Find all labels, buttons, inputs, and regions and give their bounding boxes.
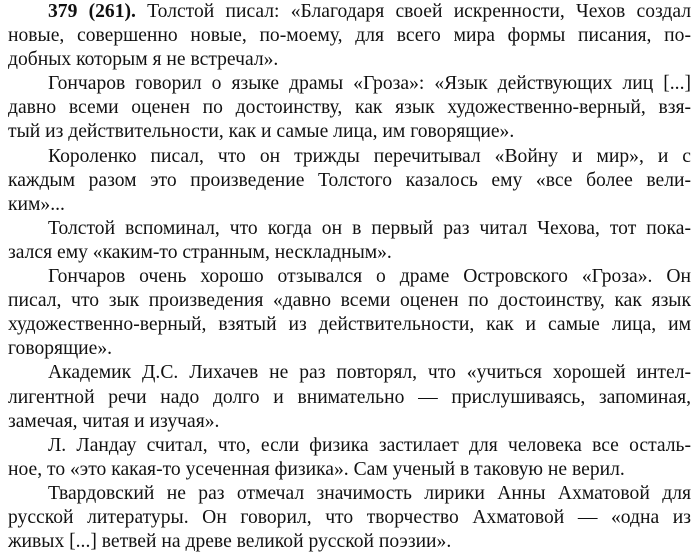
text-line: лигентной речи надо долго и внимательно — прислушиваясь, запоминая, (8, 386, 691, 408)
text-line: говорящие». (8, 338, 113, 360)
text-line: зался ему «каким-то странным, нескладным». (8, 241, 392, 263)
text-line: Твардовский не раз отмечал значимость лирики Анны Ахматовой для (48, 482, 691, 504)
text-line: Л. Ландау считал, что, если физика застилает для человека все осталь- (48, 434, 691, 456)
paragraph-1 (8, 0, 691, 72)
text-line: Гончаров говорил о языке драмы «Гроза»: «Язык действующих лиц [...] (48, 73, 691, 95)
text-line: художественно-верный, взятый из действительности, как и самые лица, им (8, 314, 691, 336)
text-line: новые, совершенно новые, по-моему, для всего мира формы писания, по- (8, 25, 691, 47)
text-line: замечая, читая и изучая». (8, 410, 220, 432)
paragraph-8 (8, 482, 691, 554)
text-line: Академик Д.С. Лихачев не раз повторял, что «учиться хорошей интел- (48, 362, 691, 384)
text-line: давно всеми оценен по достоинству, как язык художественно-верный, взя- (8, 97, 691, 119)
text-line: писал, что зык произведения «давно всеми оценен по достоинству, как язык (8, 290, 691, 312)
text-line: живых [...] ветвей на древе великой русской поэзии». (8, 531, 452, 553)
text-line: каждым разом это произведение Толстого казалось ему «все более вели- (8, 169, 691, 191)
paragraph-3 (8, 145, 691, 217)
text-line: 379 (261). Толстой писал: «Благодаря своей искренности, Чехов создал (48, 1, 691, 22)
text-line: Короленко писал, что он трижды перечитывал «Войну и мир», и с (48, 145, 691, 167)
paragraph-5 (8, 265, 691, 361)
text-line: ное, то «это какая-то усеченная физика». Сам ученый в таковую не верил. (8, 458, 625, 480)
paragraph-7 (8, 434, 691, 482)
paragraph-2 (8, 72, 691, 144)
exercise-number: 379 (261). (48, 1, 136, 22)
paragraph-6 (8, 361, 691, 433)
text-line: Гончаров очень хорошо отзывался о драме Островского «Гроза». Он (48, 266, 691, 288)
text-line: тый из действительности, как и самые лица, им говорящие». (8, 121, 515, 143)
text-line: Толстой вспоминал, что когда он в первый раз читал Чехова, тот пока- (48, 217, 691, 239)
text-line: русской литературы. Он говорил, что творчество Ахматовой — «одна из (8, 506, 691, 528)
text-line: ким»... (8, 193, 65, 215)
paragraph-4 (8, 217, 691, 265)
text-line: добных которым я не встречал». (8, 49, 279, 71)
